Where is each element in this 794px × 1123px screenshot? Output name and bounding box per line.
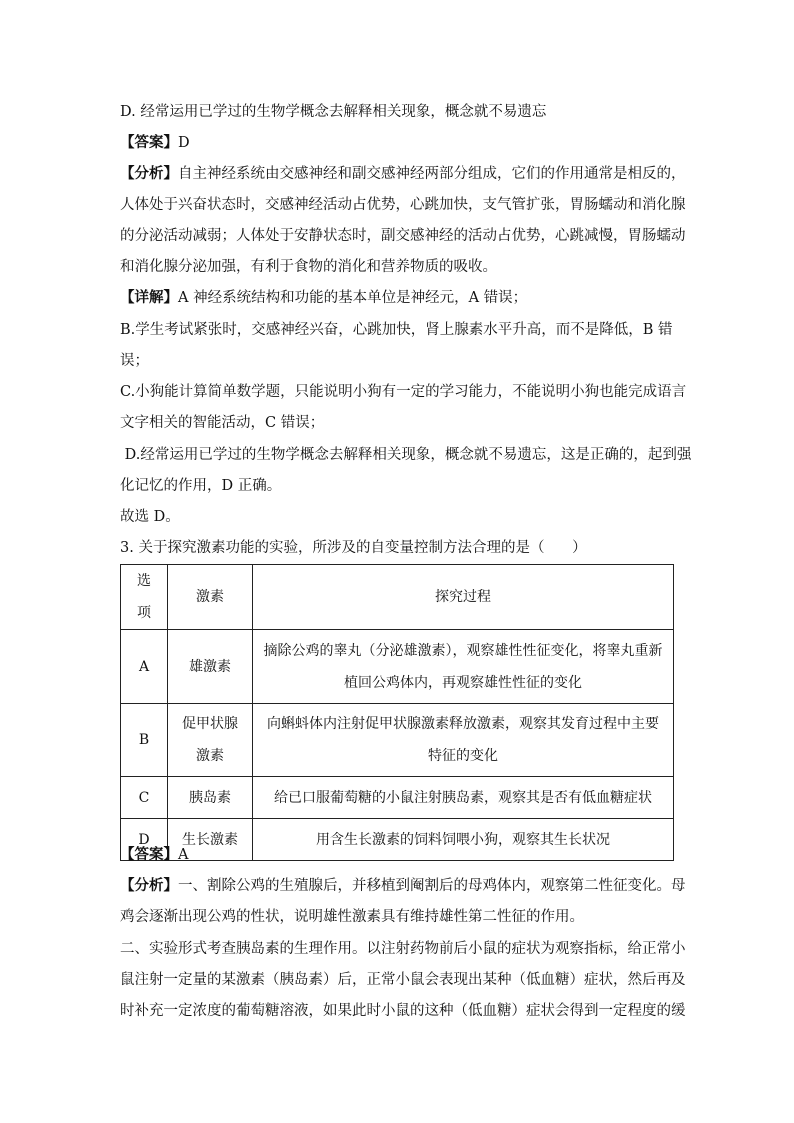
cell-hormone: 生长激素 (168, 819, 253, 861)
table-row (121, 630, 674, 704)
question-stem: 3. 关于探究激素功能的实验，所涉及的自变量控制方法合理的是（ ） (120, 540, 587, 556)
cell-option: D (121, 819, 168, 861)
text-line: D.经常运用已学过的生物学概念去解释相关现象，概念就不易遗忘，这是正确的，起到强 (120, 447, 692, 463)
header-option: 选项 (121, 565, 168, 630)
text-line: 时补充一定浓度的葡萄糖溶液，如果此时小鼠的这种（低血糖）症状会得到一定程度的缓 (120, 1003, 686, 1019)
cell-hormone: 雄激素 (168, 630, 253, 704)
text-line: 鸡会逐渐出现公鸡的性状，说明雄性激素具有维持雄性第二性征的作用。 (120, 909, 584, 925)
text-line: 和消化腺分泌加强，有利于食物的消化和营养物质的吸收。 (120, 259, 497, 275)
detail-line: 【详解】A 神经系统结构和功能的基本单位是神经元，A 错误； (120, 289, 528, 306)
cell-option: B (121, 704, 168, 777)
cell-option: C (121, 777, 168, 819)
analysis-line: 【分析】自主神经系统由交感神经和副交感神经两部分组成，它们的作用通常是相反的， (120, 165, 686, 182)
table-row (121, 777, 674, 819)
text-line: 文字相关的智能活动，C 错误； (120, 415, 325, 431)
cell-process: 用含生长激素的饲料饲喂小狗，观察其生长状况 (253, 819, 674, 861)
answer-line: 【答案】A (120, 846, 189, 863)
table-row (121, 704, 674, 777)
cell-process: 摘除公鸡的睾丸（分泌雄激素），观察雄性性征变化，将睾丸重新植回公鸡体内，再观察雄性性征的变化 (253, 630, 674, 704)
text-line: B.学生考试紧张时，交感神经兴奋，心跳加快，肾上腺素水平升高，而不是降低，B 错 (120, 322, 673, 338)
cell-process: 向蝌蚪体内注射促甲状腺激素释放激素，观察其发育过程中主要特征的变化 (253, 704, 674, 777)
cell-option: A (121, 630, 168, 704)
text-line: 误； (120, 353, 149, 369)
text-line: 故选 D。 (120, 509, 180, 525)
table-header-row (121, 565, 674, 630)
text-line: 二、实验形式考查胰岛素的生理作用。以注射药物前后小鼠的症状为观察指标，给正常小 (120, 941, 686, 957)
text-line: 的分泌活动减弱；人体处于安静状态时，副交感神经的活动占优势，心跳减慢，胃肠蠕动 (120, 228, 686, 244)
cell-process: 给已口服葡萄糖的小鼠注射胰岛素，观察其是否有低血糖症状 (253, 777, 674, 819)
cell-hormone: 促甲状腺激素 (168, 704, 253, 777)
text-line: C.小狗能计算简单数学题，只能说明小狗有一定的学习能力，不能说明小狗也能完成语言 (120, 384, 687, 400)
text-line: 人体处于兴奋状态时，交感神经活动占优势，心跳加快，支气管扩张，胃肠蠕动和消化腺 (120, 197, 686, 213)
text-line: 鼠注射一定量的某激素（胰岛素）后，正常小鼠会表现出某种（低血糖）症状，然后再及 (120, 972, 686, 988)
header-hormone: 激素 (168, 565, 253, 630)
experiment-table (120, 564, 674, 861)
analysis-line: 【分析】一、割除公鸡的生殖腺后，并移植到阉割后的母鸡体内，观察第二性征变化。母 (120, 877, 686, 894)
text-line: 化记忆的作用，D 正确。 (120, 478, 282, 494)
text-line: D. 经常运用已学过的生物学概念去解释相关现象，概念就不易遗忘 (120, 104, 547, 120)
header-process: 探究过程 (253, 565, 674, 630)
answer-line: 【答案】D (120, 134, 190, 151)
cell-hormone: 胰岛素 (168, 777, 253, 819)
